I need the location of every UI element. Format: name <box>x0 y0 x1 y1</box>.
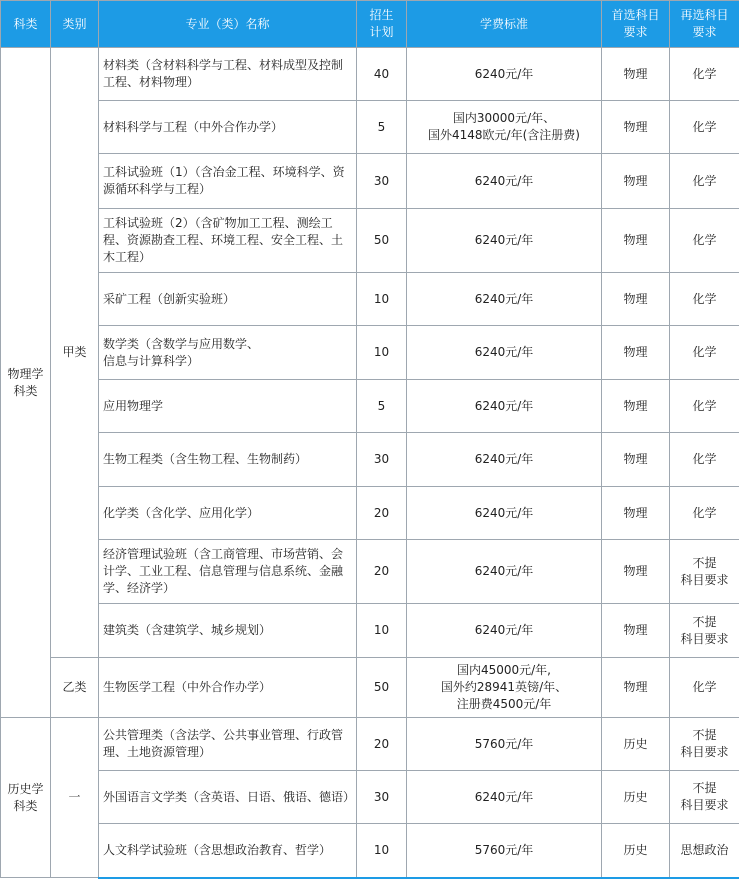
major-name: 经济管理试验班（含工商管理、市场营销、会计学、工业工程、信息管理与信息系统、金融学、经济学） <box>99 540 357 604</box>
second-subject-value: 化学 <box>670 380 739 433</box>
fee-value: 6240元/年 <box>407 326 602 380</box>
fee-value: 6240元/年 <box>407 380 602 433</box>
first-subject-value: 物理 <box>602 380 670 433</box>
fee-value: 6240元/年 <box>407 273 602 326</box>
quota-value: 30 <box>357 433 407 487</box>
fee-value: 6240元/年 <box>407 771 602 824</box>
header-category: 类别 <box>51 1 99 48</box>
first-subject-value: 历史 <box>602 771 670 824</box>
major-name: 材料科学与工程（中外合作办学） <box>99 101 357 154</box>
fee-value <box>407 658 602 718</box>
first-subject-value: 物理 <box>602 209 670 273</box>
major-name: 采矿工程（创新实验班） <box>99 273 357 326</box>
category-b: 乙类 <box>51 658 99 718</box>
major-name: 工科试验班（2）（含矿物加工工程、测绘工程、资源勘查工程、环境工程、安全工程、土木工程） <box>99 209 357 273</box>
major-name <box>99 326 357 380</box>
first-subject-value: 物理 <box>602 273 670 326</box>
first-subject-value: 历史 <box>602 718 670 771</box>
first-subject-value: 物理 <box>602 658 670 718</box>
header-fee: 学费标准 <box>407 1 602 48</box>
second-subject-value: 思想政治 <box>670 824 739 878</box>
quota-value: 10 <box>357 824 407 878</box>
header-subject: 科类 <box>1 1 51 48</box>
subject-group-history <box>1 718 51 878</box>
second-subject-value: 化学 <box>670 154 739 209</box>
major-text: 数学类（含数学与应用数学、 信息与计算科学） <box>103 336 260 368</box>
quota-value: 20 <box>357 487 407 540</box>
first-subject-value: 物理 <box>602 487 670 540</box>
first-subject-value: 物理 <box>602 154 670 209</box>
table-row <box>1 380 739 433</box>
fee-value: 6240元/年 <box>407 487 602 540</box>
fee-value: 6240元/年 <box>407 433 602 487</box>
table-row <box>1 273 739 326</box>
first-subject-value: 物理 <box>602 48 670 101</box>
second-subject-value: 化学 <box>670 48 739 101</box>
fee-text: 国内45000元/年, 国外约28941英镑/年、 注册费4500元/年 <box>440 663 568 711</box>
fee-value: 5760元/年 <box>407 824 602 878</box>
quota-value: 5 <box>357 380 407 433</box>
second-subject-value: 化学 <box>670 101 739 154</box>
quota-value: 10 <box>357 273 407 326</box>
quota-value: 5 <box>357 101 407 154</box>
header-quota-text: 招生 计划 <box>369 8 394 39</box>
major-name: 外国语言文学类（含英语、日语、俄语、德语） <box>99 771 357 824</box>
header-major: 专业（类）名称 <box>99 1 357 48</box>
first-subject-value: 物理 <box>602 604 670 658</box>
quota-value: 50 <box>357 658 407 718</box>
second-subject-value <box>670 771 739 824</box>
first-subject-value: 物理 <box>602 540 670 604</box>
second-subject-value: 化学 <box>670 487 739 540</box>
table-row <box>1 540 739 604</box>
header-second-subject <box>670 1 739 48</box>
second-subject-text: 不提 科目要求 <box>680 781 729 812</box>
quota-value: 10 <box>357 604 407 658</box>
major-name: 化学类（含化学、应用化学） <box>99 487 357 540</box>
table-row <box>1 326 739 380</box>
second-subject-value: 化学 <box>670 326 739 380</box>
quota-value: 30 <box>357 771 407 824</box>
first-subject-value: 物理 <box>602 433 670 487</box>
quota-value: 30 <box>357 154 407 209</box>
major-name: 公共管理类（含法学、公共事业管理、行政管理、土地资源管理） <box>99 718 357 771</box>
second-subject-text: 不提 科目要求 <box>680 555 729 587</box>
second-subject-value: 化学 <box>670 433 739 487</box>
second-subject-value: 化学 <box>670 273 739 326</box>
subject-physics-label: 物理学 科类 <box>7 366 44 398</box>
fee-value: 5760元/年 <box>407 718 602 771</box>
fee-value: 6240元/年 <box>407 604 602 658</box>
header-quota <box>357 1 407 48</box>
fee-value: 6240元/年 <box>407 48 602 101</box>
first-subject-value: 物理 <box>602 101 670 154</box>
quota-value: 20 <box>357 718 407 771</box>
second-subject-value <box>670 718 739 771</box>
second-subject-value: 化学 <box>670 658 739 718</box>
table-row <box>1 718 739 771</box>
subject-group-physics <box>1 48 51 718</box>
header-first-subject <box>602 1 670 48</box>
second-subject-text: 不提 科目要求 <box>680 614 729 646</box>
second-subject-value <box>670 604 739 658</box>
category-a: 甲类 <box>51 48 99 658</box>
major-name: 应用物理学 <box>99 380 357 433</box>
table-row <box>1 48 739 101</box>
quota-value: 50 <box>357 209 407 273</box>
major-name: 材料类（含材料科学与工程、材料成型及控制工程、材料物理） <box>99 48 357 101</box>
table-row <box>1 101 739 154</box>
table-row <box>1 154 739 209</box>
fee-value: 6240元/年 <box>407 209 602 273</box>
quota-value: 20 <box>357 540 407 604</box>
major-name: 人文科学试验班（含思想政治教育、哲学） <box>99 824 357 878</box>
table-row <box>1 771 739 824</box>
table-row <box>1 433 739 487</box>
header-second-subject-text: 再选科目 要求 <box>680 8 729 39</box>
table-row <box>1 604 739 658</box>
fee-value: 6240元/年 <box>407 154 602 209</box>
second-subject-text: 不提 科目要求 <box>680 728 729 759</box>
subject-history-label: 历史学 科类 <box>7 781 44 813</box>
quota-value: 10 <box>357 326 407 380</box>
quota-value: 40 <box>357 48 407 101</box>
major-name: 建筑类（含建筑学、城乡规划） <box>99 604 357 658</box>
table-row <box>1 487 739 540</box>
first-subject-value: 历史 <box>602 824 670 878</box>
category-history: 一 <box>51 718 99 878</box>
header-first-subject-text: 首选科目 要求 <box>611 8 660 39</box>
major-name: 生物医学工程（中外合作办学） <box>99 658 357 718</box>
table-row <box>1 658 739 718</box>
fee-text: 国内30000元/年、 国外4148欧元/年(含注册费) <box>428 111 580 142</box>
major-name: 工科试验班（1）（含冶金工程、环境科学、资源循环科学与工程） <box>99 154 357 209</box>
table-row <box>1 824 739 878</box>
major-name: 生物工程类（含生物工程、生物制药） <box>99 433 357 487</box>
second-subject-value <box>670 540 739 604</box>
second-subject-value: 化学 <box>670 209 739 273</box>
fee-value <box>407 101 602 154</box>
table-header-row <box>1 1 739 48</box>
fee-value: 6240元/年 <box>407 540 602 604</box>
table-row <box>1 209 739 273</box>
first-subject-value: 物理 <box>602 326 670 380</box>
